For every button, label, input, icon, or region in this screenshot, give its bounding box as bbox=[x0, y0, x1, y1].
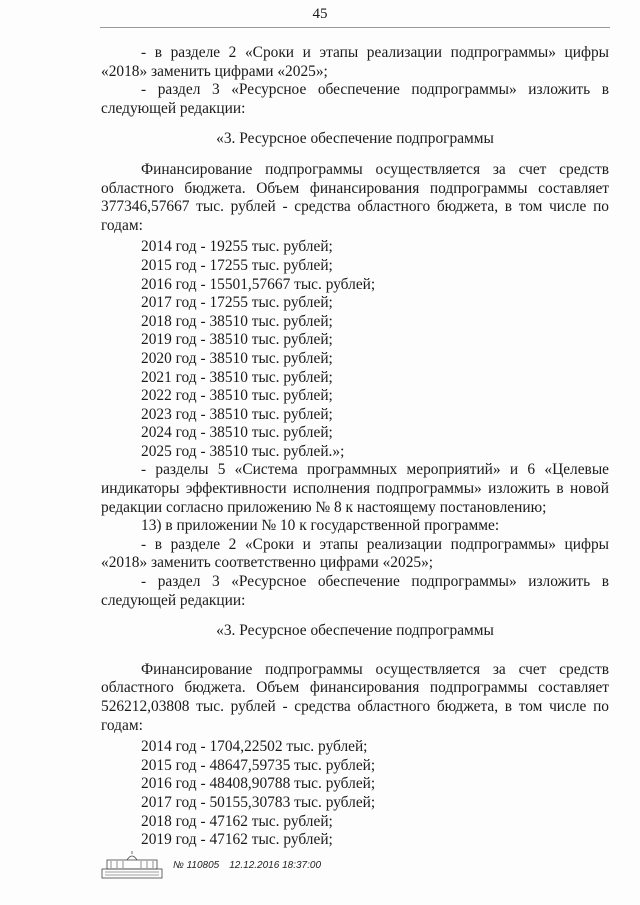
list-item: 2016 год - 48408,90788 тыс. рублей; bbox=[141, 775, 376, 793]
list-item: 2021 год - 38510 тыс. рублей; bbox=[141, 368, 333, 386]
text-line: Финансирование подпрограммы осуществляется за счет средств bbox=[141, 660, 609, 678]
list-item: 2014 год - 19255 тыс. рублей; bbox=[141, 238, 333, 256]
financing-paragraph bbox=[101, 161, 609, 235]
paragraph-section3-replace-2 bbox=[101, 573, 609, 610]
header-divider bbox=[100, 27, 610, 28]
list-item: 2018 год - 38510 тыс. рублей; bbox=[141, 312, 333, 330]
text-line: следующей редакции: bbox=[101, 99, 246, 117]
paragraph-section3-replace bbox=[101, 81, 609, 118]
government-building-logo-icon bbox=[101, 851, 163, 879]
document-timestamp: 12.12.2016 18:37:00 bbox=[229, 859, 322, 871]
list-item: 2020 год - 38510 тыс. рублей; bbox=[141, 349, 333, 367]
list-item: 2023 год - 38510 тыс. рублей; bbox=[141, 405, 333, 423]
section-heading: «3. Ресурсное обеспечение подпрограммы bbox=[216, 622, 494, 640]
list-item: 2017 год - 17255 тыс. рублей; bbox=[141, 294, 333, 312]
text-line: «2018» заменить цифрами «2025»; bbox=[101, 62, 328, 80]
list-item: 2018 год - 47162 тыс. рублей; bbox=[141, 812, 333, 830]
text-line: «2018» заменить соответственно цифрами «2025»; bbox=[101, 554, 434, 572]
document-body bbox=[101, 44, 609, 850]
list-item: 2024 год - 38510 тыс. рублей; bbox=[141, 424, 333, 442]
text-line: - в разделе 2 «Сроки и этапы реализации подпрограммы» цифры bbox=[141, 535, 609, 553]
list-item: 2019 год - 47162 тыс. рублей; bbox=[141, 831, 333, 849]
item-13: 13) в приложении № 10 к государственной программе: bbox=[141, 517, 500, 535]
paragraph-section2-replace bbox=[101, 44, 609, 81]
text-line: Финансирование подпрограммы осуществляется за счет средств bbox=[141, 160, 609, 178]
text-line: годам: bbox=[101, 216, 143, 234]
text-line: - раздел 3 «Ресурсное обеспечение подпрограммы» изложить в bbox=[141, 573, 609, 591]
list-item: 2017 год - 50155,30783 тыс. рублей; bbox=[141, 793, 376, 811]
list-item: 2015 год - 17255 тыс. рублей; bbox=[141, 256, 333, 274]
text-line: 377346,57667 тыс. рублей - средства областного бюджета, в том числе по bbox=[101, 198, 609, 216]
yearly-funding-list-2 bbox=[101, 738, 609, 850]
list-item: 2014 год - 1704,22502 тыс. рублей; bbox=[141, 738, 368, 756]
text-line: - в разделе 2 «Сроки и этапы реализации подпрограммы» цифры bbox=[141, 44, 609, 61]
text-line: областного бюджета. Объем финансирования подпрограммы составляет bbox=[101, 179, 609, 197]
document-footer bbox=[101, 851, 321, 879]
list-item: 2016 год - 15501,57667 тыс. рублей; bbox=[141, 275, 376, 293]
list-item: 2025 год - 38510 тыс. рублей.»; bbox=[141, 442, 345, 460]
text-line: годам: bbox=[101, 716, 143, 734]
list-item: 2019 год - 38510 тыс. рублей; bbox=[141, 331, 333, 349]
page-number: 45 bbox=[312, 6, 328, 22]
text-line: - разделы 5 «Система программных мероприятий» и 6 «Целевые bbox=[141, 461, 609, 479]
text-line: редакции согласно приложению № 8 к настоящему постановлению; bbox=[101, 498, 547, 516]
paragraph-section2-replace-2 bbox=[101, 536, 609, 573]
paragraph-sections-5-6 bbox=[101, 461, 609, 517]
yearly-funding-list bbox=[101, 238, 609, 461]
text-line: - раздел 3 «Ресурсное обеспечение подпрограммы» изложить в bbox=[141, 81, 609, 99]
text-line: областного бюджета. Объем финансирования подпрограммы составляет bbox=[101, 679, 609, 697]
list-item: 2022 год - 38510 тыс. рублей; bbox=[141, 387, 333, 405]
list-item: 2015 год - 48647,59735 тыс. рублей; bbox=[141, 756, 376, 774]
text-line: 526212,03808 тыс. рублей - средства областного бюджета, в том числе по bbox=[101, 698, 609, 715]
text-line: индикаторы эффективности исполнения подпрограммы» изложить в новой bbox=[101, 480, 609, 498]
section-heading: «3. Ресурсное обеспечение подпрограммы bbox=[216, 130, 494, 148]
document-number: № 110805 bbox=[173, 859, 220, 871]
text-line: следующей редакции: bbox=[101, 591, 246, 609]
financing-paragraph-2 bbox=[101, 661, 609, 735]
